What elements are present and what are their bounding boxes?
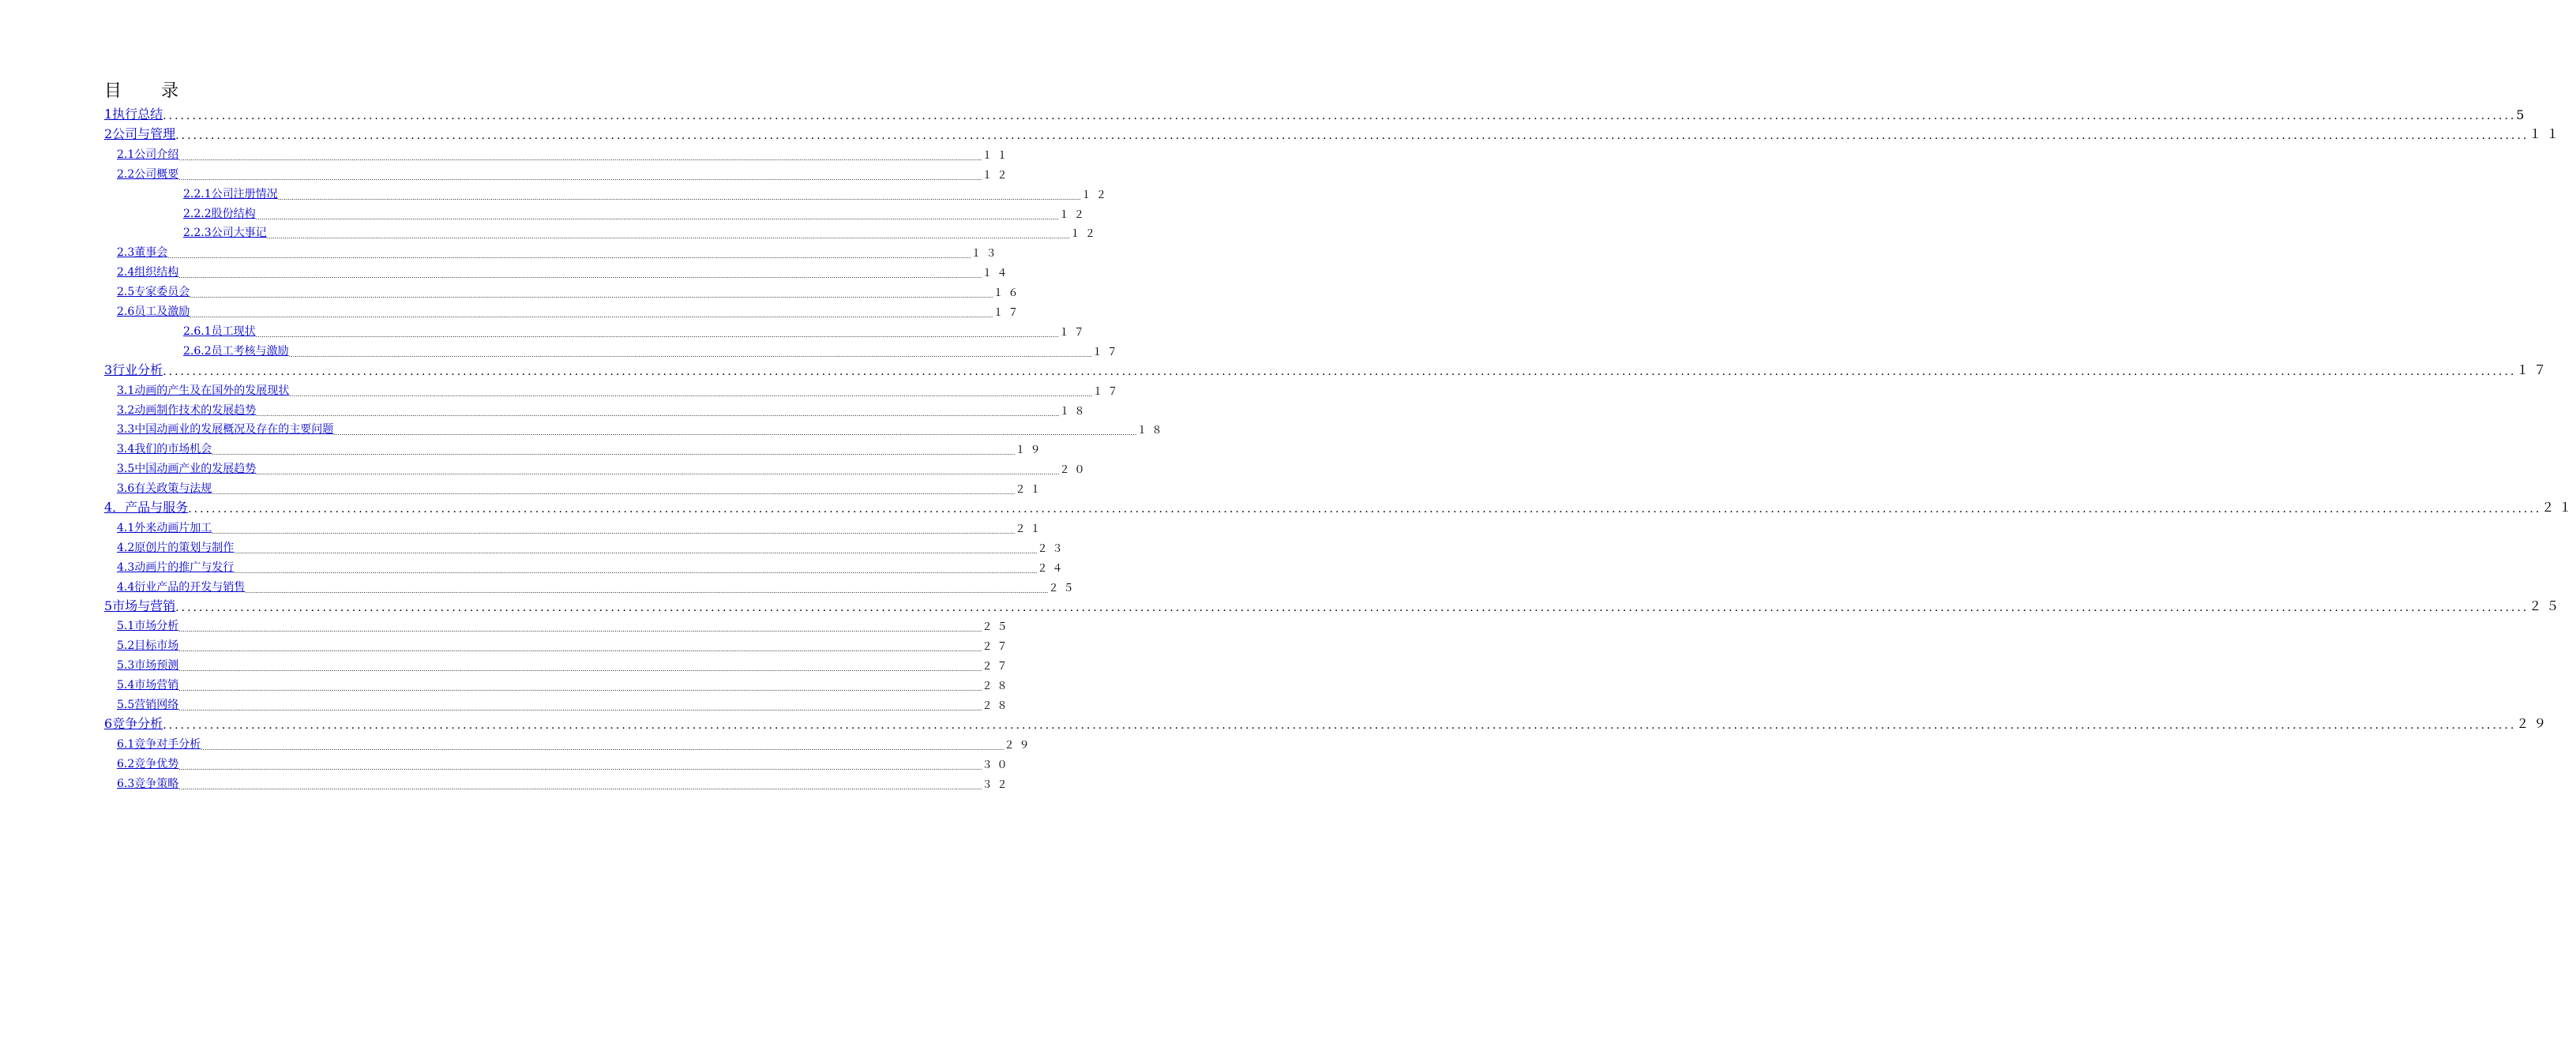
toc-entry-link[interactable]: 2.6.1员工现状 [183,324,256,338]
toc-entry[interactable] [117,575,1079,594]
toc-leader-dots: ................................................................................................................................................................................................................................................................................................................................................................................................................ [163,110,2517,122]
toc-page-number: １２ [1069,228,1100,241]
toc-page-number: ２８ [982,700,1012,712]
toc-entry-link[interactable]: 3行业分析 [104,362,163,377]
toc-page-number: １７ [1058,326,1089,339]
toc-leader-dots: ................................................................................................................................................................................................................................................................................................................................................................................................................ [266,233,1070,241]
toc-page-number: １８ [1059,405,1090,418]
toc-page-number: ２３ [1037,542,1068,555]
toc-entry[interactable] [117,240,1001,261]
toc-page-number: ２１ [1015,523,1046,535]
toc-entry[interactable] [183,319,1089,339]
toc-entry-link[interactable]: 4.1外来动画片加工 [117,521,212,534]
toc-entry[interactable] [117,692,1012,712]
toc-page-number: １１ [982,149,1012,162]
toc-leader-dots: ................................................................................................................................................................................................................................................................................................................................................................................................................ [289,390,1093,398]
toc-entry[interactable] [117,279,1023,300]
toc-page-number: ２９ [1004,739,1035,752]
toc-entry-link[interactable]: 5.4市场营销 [117,679,179,692]
toc-entry-link[interactable]: 3.5中国动画产业的发展趋势 [117,463,257,476]
toc-page-number: ２０ [1059,464,1090,477]
toc-page-number: ２１ [1015,484,1046,497]
toc-entry-link[interactable]: 2.6.2员工考核与激励 [183,344,289,358]
toc-page-number: １２ [1080,189,1111,201]
toc-leader-dots: ................................................................................................................................................................................................................................................................................................................................................................................................................ [212,489,1016,497]
toc-entry[interactable] [104,496,2576,516]
toc-page-number: １６ [993,287,1023,300]
toc-leader-dots: ................................................................................................................................................................................................................................................................................................................................................................................................................ [234,567,1038,575]
toc-entry[interactable] [117,476,1046,497]
toc-entry[interactable] [104,594,2564,614]
toc-entry-link[interactable]: 5市场与营销 [104,598,176,613]
toc-entry-link[interactable]: 4.4衍业产品的开发与销售 [117,580,246,594]
toc-page-number: ２８ [982,680,1012,693]
toc-title: 目 录 [104,81,190,101]
toc-entry-link[interactable]: 5.2目标市场 [117,639,179,653]
toc-entry[interactable] [117,535,1068,555]
toc-entry[interactable] [117,732,1035,752]
toc-entry-link[interactable]: 2公司与管理 [104,126,176,141]
toc-page-number: ２５ [1048,582,1079,594]
toc-leader-dots: ................................................................................................................................................................................................................................................................................................................................................................................................................ [178,665,982,673]
toc-leader-dots: ................................................................................................................................................................................................................................................................................................................................................................................................................ [255,331,1059,339]
toc-entry-link[interactable]: 5.5营销网络 [117,699,179,711]
toc-page-number: １９ [1015,444,1046,457]
toc-entry-link[interactable]: 6.1竞争对手分析 [117,737,201,751]
toc-entry[interactable] [104,358,2552,378]
toc-page-number: ２５ [982,621,1012,634]
toc-leader-dots: ................................................................................................................................................................................................................................................................................................................................................................................................................ [178,685,982,693]
toc-entry[interactable] [117,613,1012,634]
toc-entry[interactable] [183,201,1089,221]
toc-leader-dots: ................................................................................................................................................................................................................................................................................................................................................................................................................ [163,365,2517,378]
toc-entry[interactable] [117,437,1046,457]
toc-page-number: １８ [1136,425,1167,437]
toc-entry-link[interactable]: 1执行总结 [104,107,163,122]
toc-entry-link[interactable]: 4.3动画片的推广与发行 [117,560,235,574]
toc-entry[interactable] [117,398,1090,418]
toc-entry-link[interactable]: 2.2.3公司大事记 [183,227,267,240]
toc-entry-link[interactable]: 3.2动画制作技术的发展趋势 [117,403,257,417]
toc-entry-link[interactable]: 2.4组织结构 [117,266,179,279]
toc-entry-link[interactable]: 5.1市场分析 [117,620,179,633]
toc-leader-dots: ................................................................................................................................................................................................................................................................................................................................................................................................................ [178,174,982,182]
toc-page-number: ２１ [2541,500,2576,515]
toc-page-number: ２５ [2529,598,2564,613]
toc-leader-dots: ................................................................................................................................................................................................................................................................................................................................................................................................................ [212,449,1016,457]
toc-page-number: ２７ [982,661,1012,673]
toc-entry[interactable] [117,653,1012,673]
toc-entry[interactable] [117,299,1023,319]
toc-page-number: １４ [982,268,1012,280]
toc-leader-dots: ................................................................................................................................................................................................................................................................................................................................................................................................................ [190,292,993,300]
toc-page-number: １２ [1058,208,1089,221]
toc-page-number: １３ [971,248,1001,261]
toc-page-number: １７ [1092,385,1123,398]
toc-leader-dots: ................................................................................................................................................................................................................................................................................................................................................................................................................ [178,646,982,654]
toc-entry[interactable] [183,182,1111,201]
toc-leader-dots: ................................................................................................................................................................................................................................................................................................................................................................................................................ [178,705,982,712]
toc-entry-link[interactable]: 2.2.2股份结构 [183,207,256,220]
toc-entry[interactable] [117,673,1012,693]
toc-entry-link[interactable]: 2.2公司概要 [117,167,179,181]
toc-leader-dots: ................................................................................................................................................................................................................................................................................................................................................................................................................ [277,193,1081,201]
toc-entry[interactable] [117,516,1046,535]
toc-entry-link[interactable]: 6.2竞争优势 [117,757,179,770]
toc-entry-link[interactable]: 6竞争分析 [104,715,163,731]
toc-page-number: １２ [982,169,1012,182]
toc-entry[interactable] [104,122,2564,142]
toc-entry[interactable] [117,142,1012,162]
toc-leader-dots: ................................................................................................................................................................................................................................................................................................................................................................................................................ [212,527,1016,535]
toc-entry-link[interactable]: 3.1动画的产生及在国外的发展现状 [117,384,290,397]
toc-entry[interactable] [117,752,1012,771]
toc-entry[interactable] [104,103,2529,122]
toc-leader-dots: ................................................................................................................................................................................................................................................................................................................................................................................................................ [245,587,1049,594]
toc-entry-link[interactable]: 4．产品与服务 [104,500,189,515]
toc-page-number: 5 [2516,107,2529,122]
toc-entry-link[interactable]: 2.3董事会 [117,246,168,260]
toc-leader-dots: ................................................................................................................................................................................................................................................................................................................................................................................................................ [234,547,1038,555]
toc-entry-link[interactable]: 6.3竞争策略 [117,777,179,790]
toc-leader-dots: ................................................................................................................................................................................................................................................................................................................................................................................................................ [178,763,982,771]
toc-entry-link[interactable]: 5.3市场预测 [117,659,179,673]
toc-leader-dots: ................................................................................................................................................................................................................................................................................................................................................................................................................ [175,129,2529,142]
toc-leader-dots: ................................................................................................................................................................................................................................................................................................................................................................................................................ [256,410,1060,418]
toc-entry[interactable] [183,220,1100,241]
toc-leader-dots: ................................................................................................................................................................................................................................................................................................................................................................................................................ [256,469,1060,477]
toc-leader-dots: ................................................................................................................................................................................................................................................................................................................................................................................................................ [255,213,1059,221]
toc-page-number: １７ [2516,362,2552,377]
toc-entry[interactable] [117,378,1123,398]
toc-leader-dots: ................................................................................................................................................................................................................................................................................................................................................................................................................ [178,154,982,162]
toc-leader-dots: ................................................................................................................................................................................................................................................................................................................................................................................................................ [178,626,982,634]
toc-entry-link[interactable]: 2.1公司介绍 [117,148,179,161]
toc-entry-link[interactable]: 3.4我们的市场机会 [117,443,212,456]
toc-entry-link[interactable]: 3.6有关政策与法规 [117,482,212,496]
toc-page-number: ２７ [982,641,1012,654]
toc-leader-dots: ................................................................................................................................................................................................................................................................................................................................................................................................................ [201,744,1004,752]
toc-leader-dots: ................................................................................................................................................................................................................................................................................................................................................................................................................ [178,272,982,280]
toc-entry-link[interactable]: 2.6员工及激励 [117,306,190,318]
toc-leader-dots: ................................................................................................................................................................................................................................................................................................................................................................................................................ [175,601,2529,614]
toc-entry[interactable] [117,417,1167,437]
toc-page-number: １７ [1091,346,1122,358]
toc-entry[interactable] [117,162,1012,182]
toc-entry[interactable] [183,339,1122,358]
toc-leader-dots: ................................................................................................................................................................................................................................................................................................................................................................................................................ [333,429,1137,437]
toc-page-number: ２４ [1037,562,1068,575]
toc-entry[interactable] [117,555,1068,575]
toc-entry-link[interactable]: 3.3中国动画业的发展概况及存在的主要问题 [117,423,334,437]
toc-page-number: ３２ [982,778,1012,791]
toc-entry[interactable] [117,260,1012,280]
toc-entry-link[interactable]: 4.2原创片的策划与制作 [117,541,235,554]
toc-leader-dots: ................................................................................................................................................................................................................................................................................................................................................................................................................ [178,783,982,791]
toc-page-number: ２９ [2516,715,2552,731]
toc-entry[interactable] [117,456,1090,477]
toc-page-number: １１ [2529,126,2564,141]
toc-entry-link[interactable]: 2.5专家委员会 [117,286,190,299]
toc-page-number: ３０ [982,759,1012,771]
toc-page-number: １７ [993,307,1023,319]
toc-leader-dots: ................................................................................................................................................................................................................................................................................................................................................................................................................ [190,312,993,319]
toc-leader-dots: ................................................................................................................................................................................................................................................................................................................................................................................................................ [288,351,1092,358]
toc-entry[interactable] [104,712,2552,732]
toc-entry-link[interactable]: 2.2.1公司注册情况 [183,187,278,201]
toc-leader-dots: ................................................................................................................................................................................................................................................................................................................................................................................................................ [188,503,2542,516]
toc-entry[interactable] [117,633,1012,654]
toc-leader-dots: ................................................................................................................................................................................................................................................................................................................................................................................................................ [167,253,971,261]
toc-entry[interactable] [117,771,1012,791]
toc-leader-dots: ................................................................................................................................................................................................................................................................................................................................................................................................................ [163,718,2517,732]
